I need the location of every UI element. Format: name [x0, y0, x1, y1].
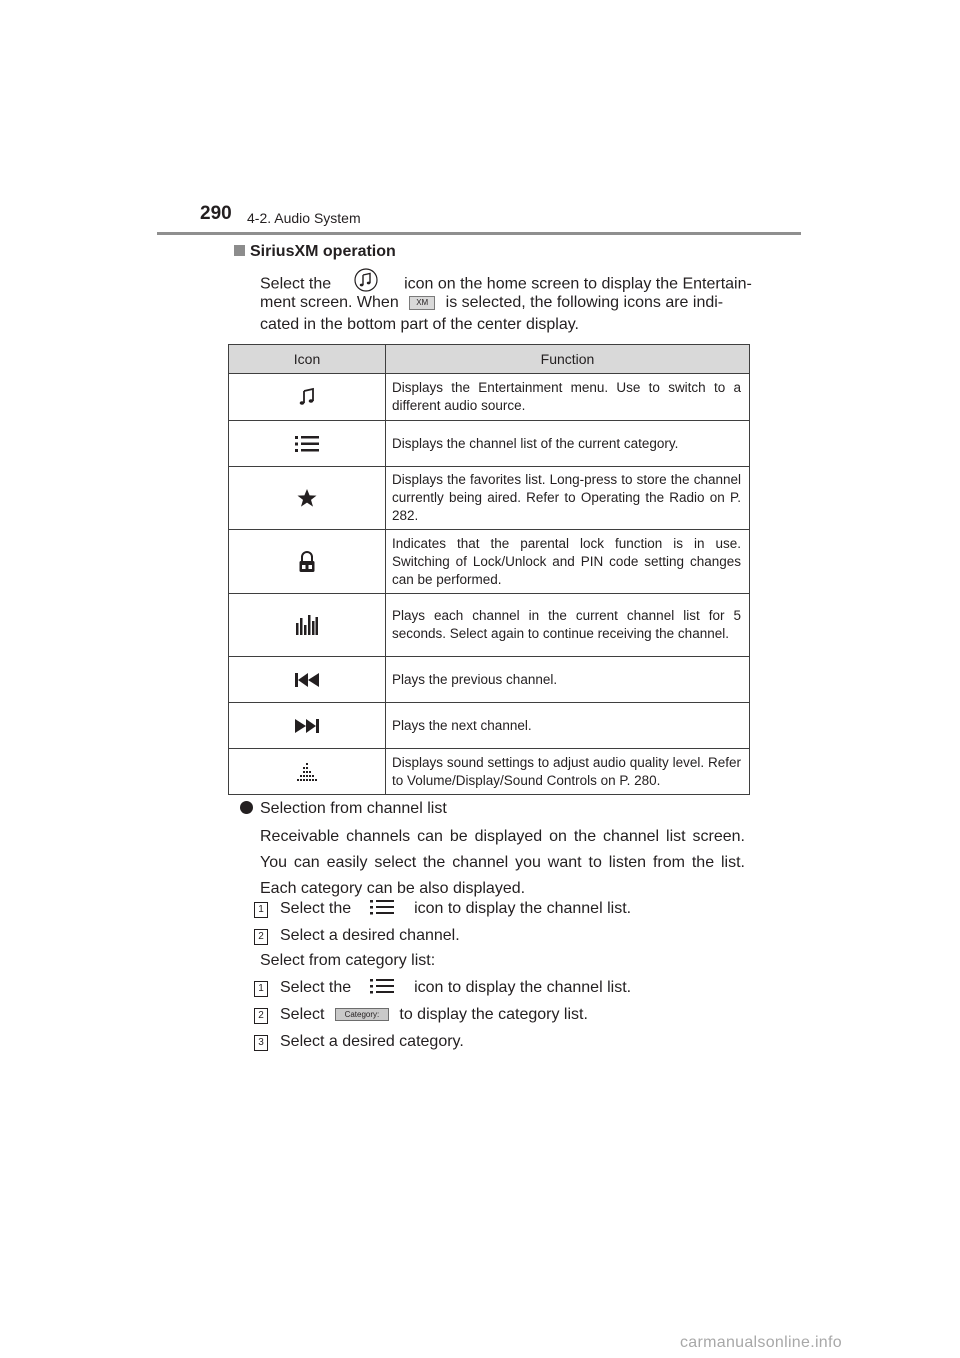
lock-icon — [298, 551, 316, 573]
table-row: Plays the next channel. — [229, 703, 750, 749]
square-bullet-icon — [234, 245, 245, 256]
music-note-icon — [297, 387, 317, 407]
step-a-1: 1 Select the icon to display the channel list. — [254, 899, 631, 919]
table-row: Displays the channel list of the current category. — [229, 421, 750, 467]
star-icon — [297, 488, 317, 508]
icon-function-table — [228, 344, 750, 795]
next-icon — [295, 718, 319, 734]
table-row: Indicates that the parental lock function is in use. Switching of Lock/Unlock and PIN code setting changes can be performed. — [229, 530, 750, 594]
xm-source-button: XM — [409, 296, 435, 310]
table-row: Displays the Entertainment menu. Use to switch to a different audio source. — [229, 374, 750, 421]
previous-icon — [295, 672, 319, 688]
intro-line-3: cated in the bottom part of the center display. — [260, 316, 579, 333]
round-bullet-icon — [240, 801, 253, 814]
category-intro: Select from category list: — [260, 952, 436, 969]
step-a-2: 2 Select a desired channel. — [254, 926, 460, 946]
watermark: carmanualsonline.info — [680, 1334, 842, 1351]
list-icon — [370, 978, 394, 994]
channel-list-description: Receivable channels can be displayed on the channel list screen. You can easily select the channel you want to listen from the list. Each category can be also displayed. — [260, 828, 745, 897]
table-row: Displays the favorites list. Long-press to store the channel currently being aired. Refer to Operating the Radio on P. 282. — [229, 467, 750, 530]
scan-icon — [296, 615, 318, 635]
channel-list-title: Selection from channel list — [240, 800, 447, 818]
table-row: Plays the previous channel. — [229, 657, 750, 703]
intro-line-1: Select the icon on the home screen to display the Entertain- — [260, 268, 752, 301]
icon-column-header: Icon — [229, 345, 386, 374]
section-title: 4-2. Audio System — [247, 210, 361, 226]
step-b-2: 2 Select Category: to display the category list. — [254, 1005, 588, 1025]
step-b-1: 1 Select the icon to display the channel list. — [254, 978, 631, 998]
table-row: Plays each channel in the current channel list for 5 seconds. Select again to continue receiving the channel. — [229, 594, 750, 657]
table-row: Displays sound settings to adjust audio quality level. Refer to Volume/Display/Sound Controls on P. 280. — [229, 749, 750, 795]
siriusxm-heading: SiriusXM operation — [234, 243, 396, 261]
category-button: Category: — [335, 1008, 389, 1021]
step-b-3: 3 Select a desired category. — [254, 1032, 464, 1052]
intro-line-2: ment screen. When XM is selected, the following icons are indi- — [260, 294, 724, 311]
page-number: 290 — [200, 203, 232, 224]
function-column-header: Function — [386, 345, 750, 374]
list-icon — [370, 899, 394, 915]
list-icon — [295, 435, 319, 453]
sound-settings-icon — [296, 762, 318, 782]
header-divider — [157, 232, 801, 235]
table-header-row — [229, 345, 750, 374]
